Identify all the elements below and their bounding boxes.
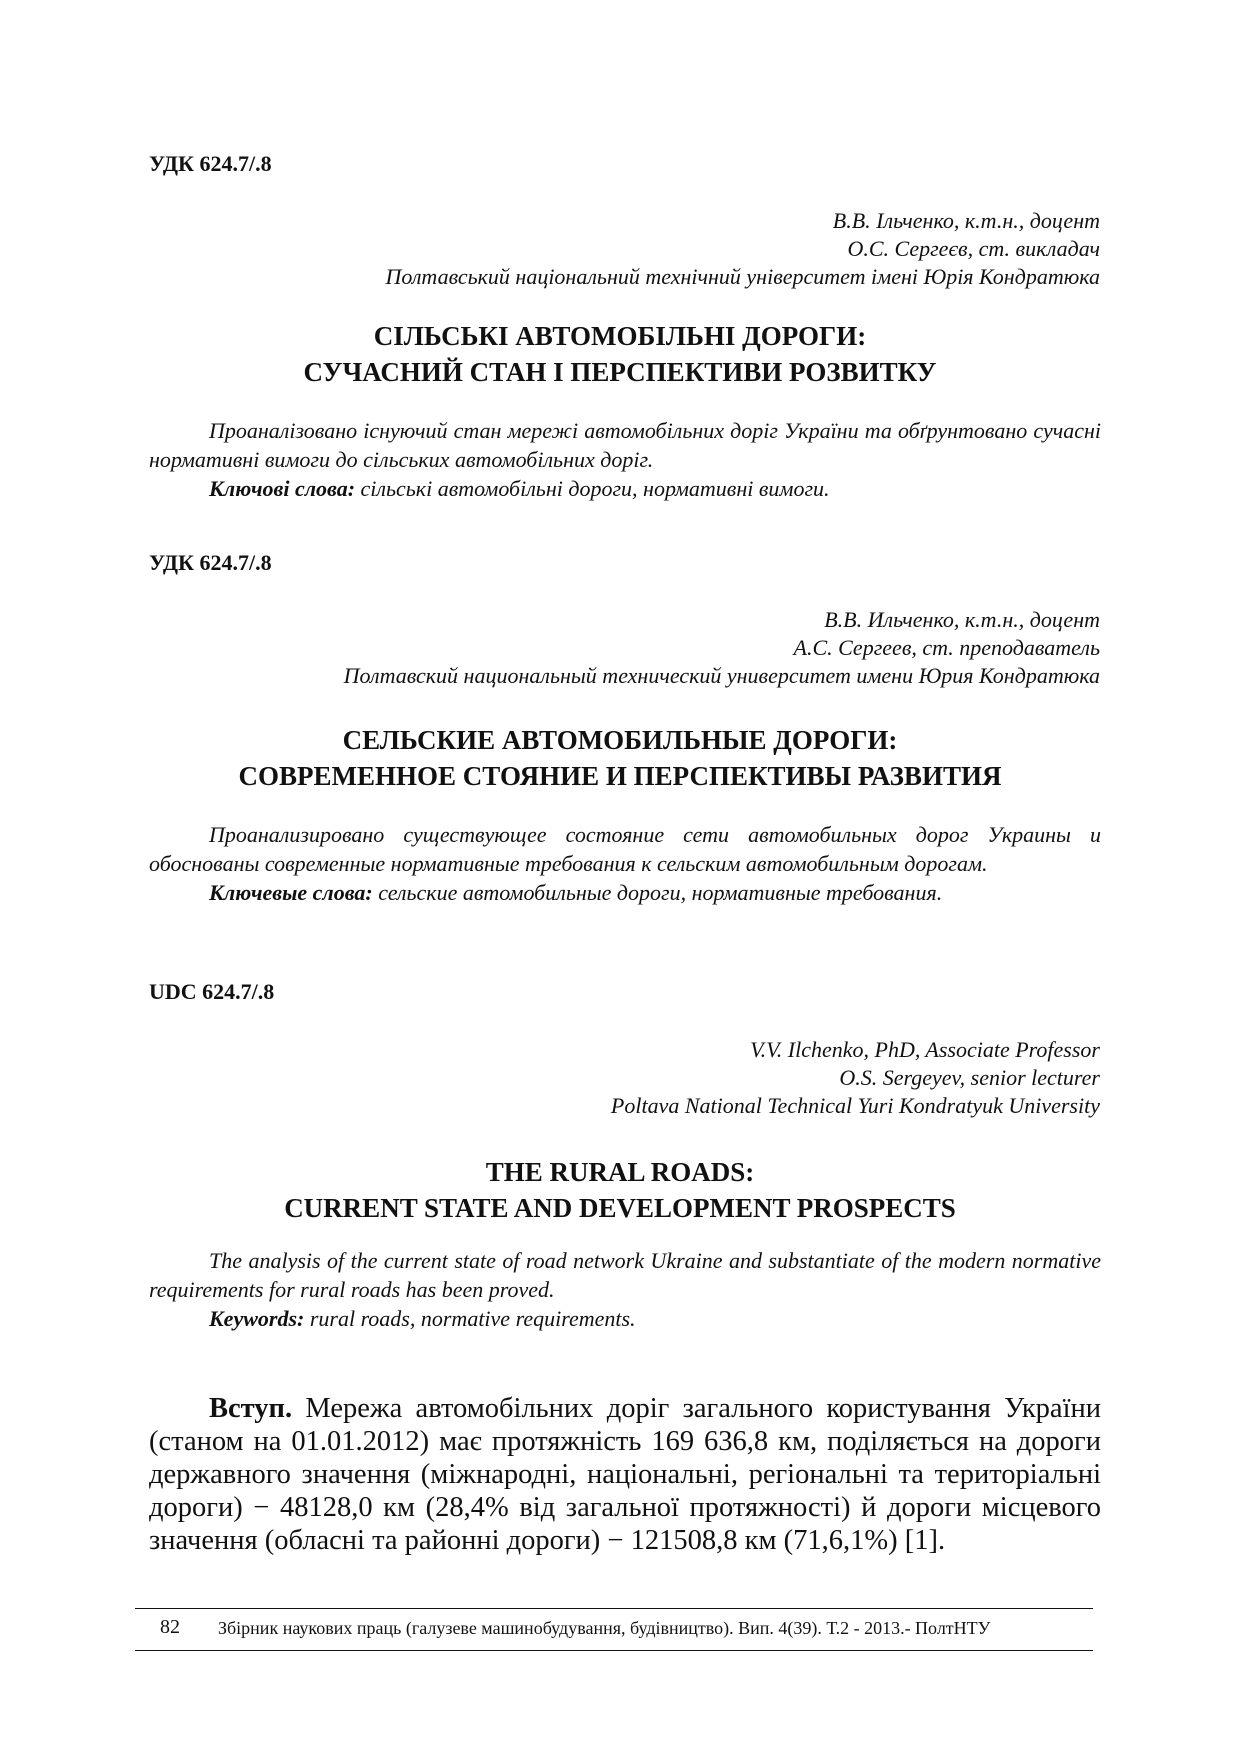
keywords-line bbox=[149, 474, 1101, 503]
abstract-text: Проаналізовано існуючий стан мережі автомобільних доріг України та обґрунтовано сучасні нормативні вимоги до сільських автомобільних доріг. bbox=[149, 418, 1101, 472]
author-line: О.С. Сергеєв, ст. викладач bbox=[847, 236, 1100, 261]
udc-code-ru: УДК 624.7/.8 bbox=[149, 550, 272, 575]
page-number: 82 bbox=[160, 1616, 180, 1638]
keywords-line bbox=[149, 878, 1101, 907]
abstract-text: Проанализировано существующее состояние сети автомобильных дорог Украины и обоснованы современные нормативные требования к сельским автомобильным дорогам. bbox=[149, 822, 1101, 876]
keywords-text: сільські автомобільні дороги, нормативні вимоги. bbox=[355, 476, 830, 501]
journal-citation: Збірник наукових праць (галузеве машинобудування, будівництво). Вип. 4(39). Т.2 - 2013.- ПолтНТУ bbox=[218, 1618, 991, 1638]
author-line: V.V. Ilchenko, PhD, Associate Professor bbox=[750, 1037, 1100, 1062]
article-title-ru bbox=[0, 722, 1240, 794]
footer-top-rule bbox=[135, 1608, 1093, 1609]
title-line: СІЛЬСЬКІ АВТОМОБІЛЬНІ ДОРОГИ: bbox=[373, 321, 867, 351]
udc-code-ua: УДК 624.7/.8 bbox=[149, 151, 272, 176]
title-line: СУЧАСНИЙ СТАН І ПЕРСПЕКТИВИ РОЗВИТКУ bbox=[303, 357, 937, 387]
title-line: СОВРЕМЕННОЕ СТОЯНИЕ И ПЕРСПЕКТИВЫ РАЗВИТИЯ bbox=[238, 761, 1002, 791]
udc-code-en: UDC 624.7/.8 bbox=[149, 979, 275, 1004]
author-line: А.С. Сергеев, ст. преподаватель bbox=[793, 635, 1100, 660]
authors-block-ua bbox=[385, 207, 1100, 291]
author-line: O.S. Sergeyev, senior lecturer bbox=[839, 1065, 1100, 1090]
abstract-ru bbox=[149, 820, 1101, 907]
authors-block-ru bbox=[344, 606, 1100, 690]
article-title-en bbox=[0, 1154, 1240, 1226]
affiliation: Poltava National Technical Yuri Kondratyuk University bbox=[610, 1093, 1100, 1118]
intro-body: Мережа автомобільних доріг загального користування України (станом на 01.01.2012) має протяжність 169 636,8 км, поділяється на дороги державного значення (міжнародні, національні, регіональні та територіальні дороги) − 48128,0 км (28,4% від загальної протяжності) й дороги місцевого значення (обласні та районні дороги) − 121508,8 км (71,6,1%) [1]. bbox=[149, 1393, 1101, 1556]
affiliation: Полтавський національний технічний університет імені Юрія Кондратюка bbox=[385, 264, 1100, 289]
abstract-ua bbox=[149, 416, 1101, 503]
abstract-en bbox=[149, 1246, 1101, 1333]
title-line: СЕЛЬСКИЕ АВТОМОБИЛЬНЫЕ ДОРОГИ: bbox=[342, 725, 898, 755]
keywords-text: сельские автомобильные дороги, нормативные требования. bbox=[372, 880, 943, 905]
keywords-line bbox=[149, 1304, 1101, 1333]
intro-paragraph bbox=[149, 1392, 1101, 1557]
affiliation: Полтавский национальный технический университет имени Юрия Кондратюка bbox=[343, 663, 1100, 688]
abstract-text: The analysis of the current state of road network Ukraine and substantiate of the modern normative requirements for rural roads has been proved. bbox=[149, 1248, 1101, 1302]
keywords-label: Ключевые слова: bbox=[209, 880, 373, 905]
footer-bottom-rule bbox=[135, 1650, 1093, 1651]
authors-block-en bbox=[611, 1036, 1100, 1120]
keywords-label: Keywords: bbox=[209, 1306, 305, 1331]
keywords-label: Ключові слова: bbox=[209, 476, 356, 501]
author-line: В.В. Ильченко, к.т.н., доцент bbox=[824, 607, 1100, 632]
article-title-ua bbox=[0, 318, 1240, 390]
keywords-text: rural roads, normative requirements. bbox=[304, 1306, 636, 1331]
author-line: В.В. Ільченко, к.т.н., доцент bbox=[832, 208, 1100, 233]
title-line: THE RURAL ROADS: bbox=[485, 1157, 755, 1187]
intro-label: Вступ. bbox=[209, 1393, 293, 1424]
intro-text bbox=[149, 1392, 1101, 1557]
title-line: CURRENT STATE AND DEVELOPMENT PROSPECTS bbox=[284, 1193, 956, 1223]
